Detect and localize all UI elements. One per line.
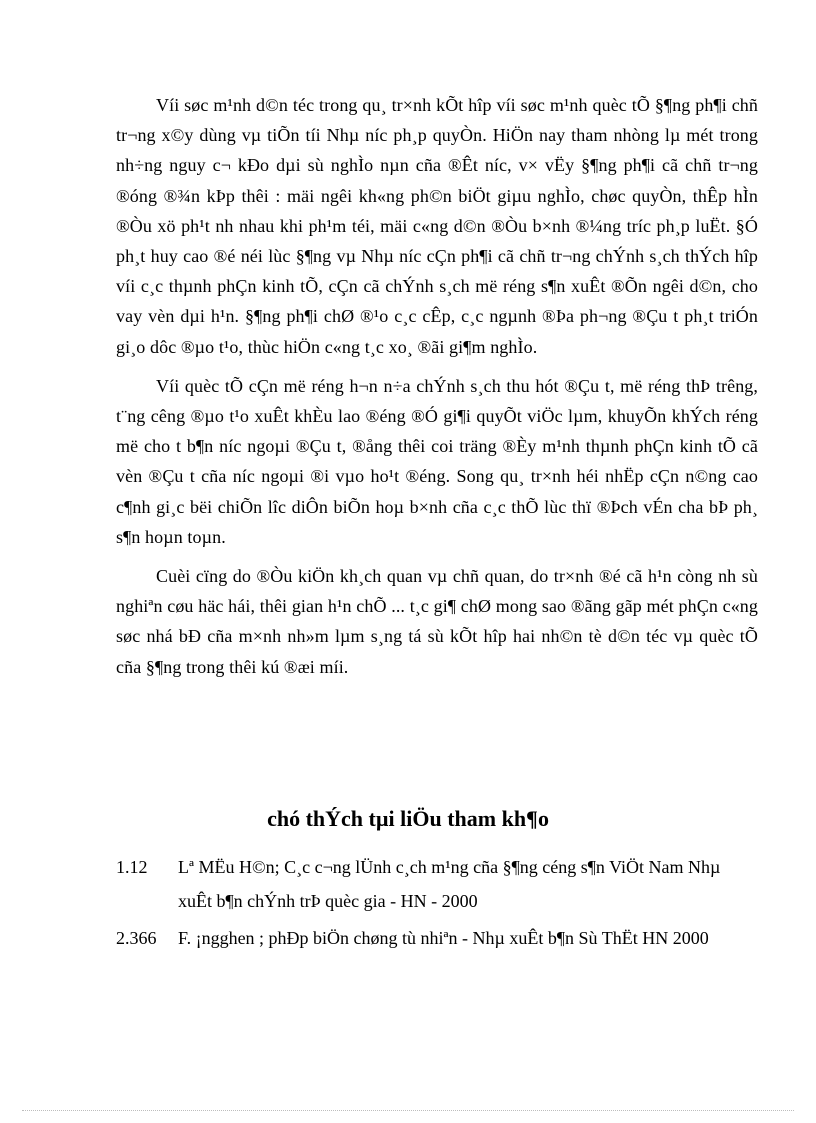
paragraph-national-strength: Víi søc m¹nh d©n téc trong qu¸ tr×nh kÕt hîp víi søc m¹nh quèc tÕ §¶ng ph¶i chñ tr¬ng x©y dùng vµ tiÕn tíi Nhµ níc ph¸p quyÒn. HiÖn nay tham nhòng lµ mét trong nh÷ng nguy c¬ kÐo dµi sù nghÌo nµn cña ®Êt níc, v× vËy §¶ng ph¶i cã chñ tr¬ng ®óng ®¾n kÞp thêi : mäi ngêi kh«ng ph©n biÖt giµu nghÌo, chøc quyÒn, thÊp hÌn ®Òu xö ph¹t nh nhau khi ph¹m téi, mäi c«ng d©n ®Òu b×nh ®¼ng tríc ph¸p luËt. §Ó ph¸t huy cao ®é néi lùc §¶ng vµ Nhµ níc cÇn ph¶i cã chñ tr¬ng chÝnh s¸ch thÝch hîp víi c¸c thµnh phÇn kinh tÕ, cÇn cã chÝnh s¸ch më réng s¶n xuÊt ®Õn ngêi d©n, cho vay vèn dµi h¹n. §¶ng ph¶i chØ ®¹o c¸c cÊp, c¸c ngµnh ®Þa ph¬ng ®Çu t ph¸t triÓn gi¸o dôc ®µo t¹o, thùc hiÖn c«ng t¸c xo¸ ®ãi gi¶m nghÌo. — [116, 95, 758, 357]
reference-text: F. ¡ngghen ; phÐp biÖn chøng tù nhiªn - Nhµ xuÊt b¶n Sù ThËt HN 2000 — [178, 928, 709, 948]
reference-item — [116, 921, 758, 955]
references-list — [116, 850, 758, 958]
reference-number: 2.366 — [116, 928, 157, 948]
references-title: chó thÝch tµi liÖu tham kh¶o — [267, 806, 549, 831]
reference-text: Lª MËu H©n; C¸c c¬ng lÜnh c¸ch m¹ng cña §¶ng céng s¶n ViÖt Nam Nhµ xuÊt b¶n chÝnh trÞ quèc gia - HN - 2000 — [178, 857, 721, 911]
page-bottom-border — [22, 1110, 794, 1111]
reference-number: 1.12 — [116, 857, 148, 877]
paragraph-conclusion: Cuèi cïng do ®Òu kiÖn kh¸ch quan vµ chñ quan, do tr×nh ®é cã h¹n còng nh sù nghiªn cøu häc hái, thêi gian h¹n chÕ ... t¸c gi¶ chØ mong sao ®ãng gãp mét phÇn c«ng søc nhá bÐ cña m×nh nh»m lµm s¸ng tá sù kÕt hîp hai nh©n tè d©n téc vµ quèc tÕ cña §¶ng trong thêi kú ®æi míi. — [116, 566, 758, 677]
reference-item — [116, 850, 758, 918]
paragraph-international: Víi quèc tÕ cÇn më réng h¬n n÷a chÝnh s¸ch thu hót ®Çu t, më réng thÞ trêng, t¨ng cêng ®µo t¹o xuÊt khÈu lao ®éng ®Ó gi¶i quyÕt viÖc lµm, khuyÕn khÝch réng më cho t b¶n níc ngoµi ®Çu t, ®ång thêi coi träng ®Èy m¹nh thµnh phÇn kinh tÕ cã vèn ®Çu t cña níc ngoµi ®i vµo ho¹t ®éng. Song qu¸ tr×nh héi nhËp cÇn n©ng cao c¶nh gi¸c bëi chiÕn lîc diÔn biÕn hoµ b×nh cña c¸c thÕ lùc thï ®Þch vÉn cha bÞ ph¸ s¶n hoµn toµn. — [116, 375, 758, 547]
body-text — [116, 90, 758, 691]
